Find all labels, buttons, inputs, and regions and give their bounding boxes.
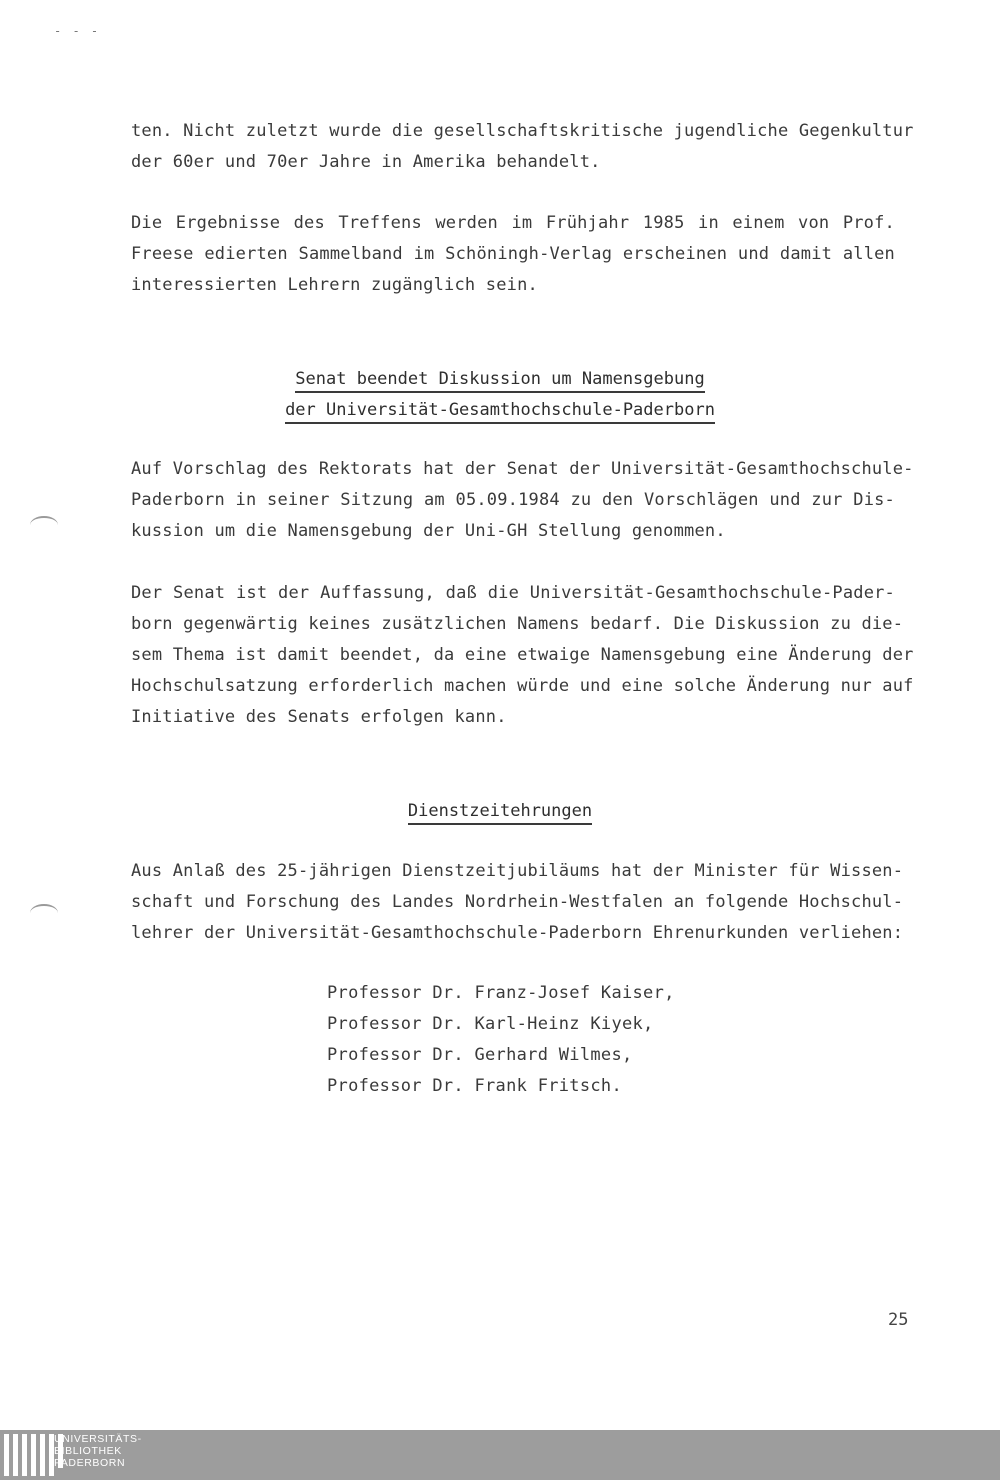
text-line: ten. Nicht zuletzt wurde die gesellschaftskritische jugendliche Gegenkultur <box>131 121 914 141</box>
library-name-line: PADERBORN <box>54 1457 126 1469</box>
text-line: schaft und Forschung des Landes Nordrhein-Westfalen an folgende Hochschul- <box>131 892 904 912</box>
text-line: Paderborn in seiner Sitzung am 05.09.1984 zu den Vorschlägen und zur Dis- <box>131 490 895 510</box>
library-name-line: BIBLIOTHEK <box>54 1445 122 1457</box>
text-line: Der Senat ist der Auffassung, daß die Universität-Gesamthochschule-Pader- <box>131 583 895 603</box>
paragraph-4 <box>131 578 914 733</box>
heading-senat-line-1 <box>0 364 1000 395</box>
library-name-line: UNIVERSITÄTS- <box>54 1433 142 1445</box>
paragraph-1 <box>131 116 914 178</box>
library-name <box>54 1433 142 1469</box>
heading-text: Senat beendet Diskussion um Namensgebung <box>295 368 704 393</box>
list-item: Professor Dr. Karl-Heinz Kiyek, <box>327 1014 654 1034</box>
corner-mark: - - - <box>54 24 101 38</box>
heading-senat-line-2 <box>0 395 1000 426</box>
punch-hole-mark <box>30 516 58 534</box>
text-line: lehrer der Universität-Gesamthochschule-Paderborn Ehrenurkunden verliehen: <box>131 923 904 943</box>
text-line: born gegenwärtig keines zusätzlichen Namens bedarf. Die Diskussion zu die- <box>131 614 904 634</box>
honoree-list <box>327 978 675 1102</box>
paragraph-3 <box>131 454 914 547</box>
paragraph-2 <box>131 208 895 301</box>
list-item: Professor Dr. Frank Fritsch. <box>327 1076 622 1096</box>
text-line: Auf Vorschlag des Rektorats hat der Senat der Universität-Gesamthochschule- <box>131 459 914 479</box>
heading-text: der Universität-Gesamthochschule-Paderborn <box>285 399 715 424</box>
heading-dienstzeitehrungen <box>0 796 1000 827</box>
punch-hole-mark <box>30 904 58 922</box>
text-line: Die Ergebnisse des Treffens werden im Frühjahr 1985 in einem von Prof. <box>131 213 895 233</box>
text-line: sem Thema ist damit beendet, da eine etwaige Namensgebung eine Änderung der <box>131 645 914 665</box>
heading-text: Dienstzeitehrungen <box>408 800 592 825</box>
page-number: 25 <box>888 1310 909 1330</box>
text-line: Hochschulsatzung erforderlich machen würde und eine solche Änderung nur auf <box>131 676 914 696</box>
text-line: Initiative des Senats erfolgen kann. <box>131 707 507 727</box>
list-item: Professor Dr. Franz-Josef Kaiser, <box>327 983 675 1003</box>
paragraph-5 <box>131 856 904 949</box>
text-line: interessierten Lehrern zugänglich sein. <box>131 275 538 295</box>
list-item: Professor Dr. Gerhard Wilmes, <box>327 1045 633 1065</box>
text-line: Freese edierten Sammelband im Schöningh-Verlag erscheinen und damit allen <box>131 244 895 264</box>
text-line: der 60er und 70er Jahre in Amerika behandelt. <box>131 152 601 172</box>
text-line: Aus Anlaß des 25-jährigen Dienstzeitjubiläums hat der Minister für Wissen- <box>131 861 904 881</box>
library-footer <box>0 1430 1000 1480</box>
text-line: kussion um die Namensgebung der Uni-GH Stellung genommen. <box>131 521 726 541</box>
